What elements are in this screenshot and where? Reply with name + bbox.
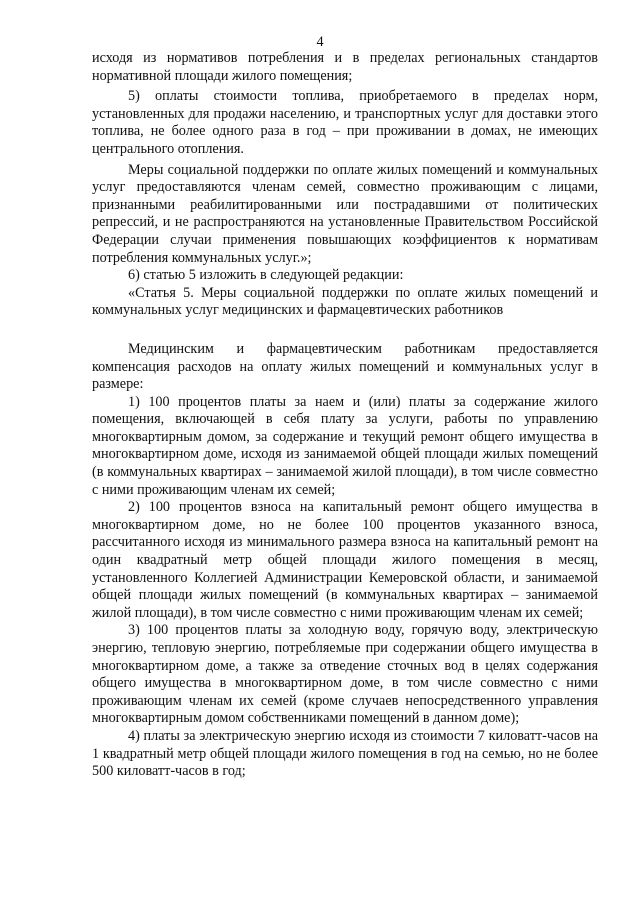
document-body	[92, 50, 598, 781]
paragraph-subitem-1: 1) 100 процентов платы за наем и (или) платы за содержание жилого помещения, включающей в себя плату за услуги, работы по управлению многоквартирным домом, за содержание и текущий ремонт общего имущества в многоквартирном доме, исходя из занимаемой общей площади жилых помещений (в коммунальных квартирах – занимаемой жилой площади), в том числе совместно с ними проживающим членам их семей;	[92, 393, 598, 498]
paragraph-continuation: исходя из нормативов потребления и в пределах региональных стандартов нормативной площади жилого помещения;	[92, 50, 598, 84]
paragraph-subitem-4: 4) платы за электрическую энергию исходя из стоимости 7 киловатт-часов на 1 квадратный метр общей площади жилого помещения в год на семью, но не более 500 киловатт-часов в год;	[92, 727, 598, 780]
paragraph-medical-workers: Медицинским и фармацевтическим работникам предоставляется компенсация расходов на оплату жилых помещений и коммунальных услуг в размере:	[92, 340, 598, 393]
paragraph-item-5: 5) оплаты стоимости топлива, приобретаемого в пределах норм, установленных для продажи населению, и транспортных услуг для доставки этого топлива, не более одного раза в год – при проживании в домах, не имеющих центрального отопления.	[92, 88, 598, 157]
paragraph-item-6: 6) статью 5 изложить в следующей редакции:	[128, 267, 404, 284]
paragraph-spacer	[92, 320, 598, 338]
paragraph-article-5-title: «Статья 5. Меры социальной поддержки по оплате жилых помещений и коммунальных услуг медицинских и фармацевтических работников	[92, 284, 598, 319]
paragraph-subitem-2: 2) 100 процентов взноса на капитальный ремонт общего имущества в многоквартирном доме, но не более 100 процентов указанного взноса, рассчитанного исходя из минимального размера взноса на капитальный ремонт на один квадратный метр общей площади жилого помещения в месяц, установленного Коллегией Администрации Кемеровской области, и занимаемой общей площади жилых помещений (в коммунальных квартирах – занимаемой жилой площади), в том числе совместно с ними проживающим членам их семей;	[92, 499, 598, 621]
page-number: 4	[316, 34, 324, 50]
paragraph-social-support: Меры социальной поддержки по оплате жилых помещений и коммунальных услуг предоставляются членам семей, совместно проживающим с лицами, признанными реабилитированными или пострадавшими от политических репрессий, и не распространяются на установленные Правительством Российской Федерации случаи применения повышающих коэффициентов к нормативам потребления коммунальных услуг.»;	[92, 161, 598, 266]
paragraph-subitem-3: 3) 100 процентов платы за холодную воду, горячую воду, электрическую энергию, тепловую энергию, потребляемые при содержании общего имущества в многоквартирном доме, а также за отведение сточных вод в целях содержания общего имущества в многоквартирном доме, в том числе совместно с ними проживающим членам их семей (кроме случаев непосредственного управления многоквартирным домом собственниками помещений в данном доме);	[92, 622, 598, 727]
